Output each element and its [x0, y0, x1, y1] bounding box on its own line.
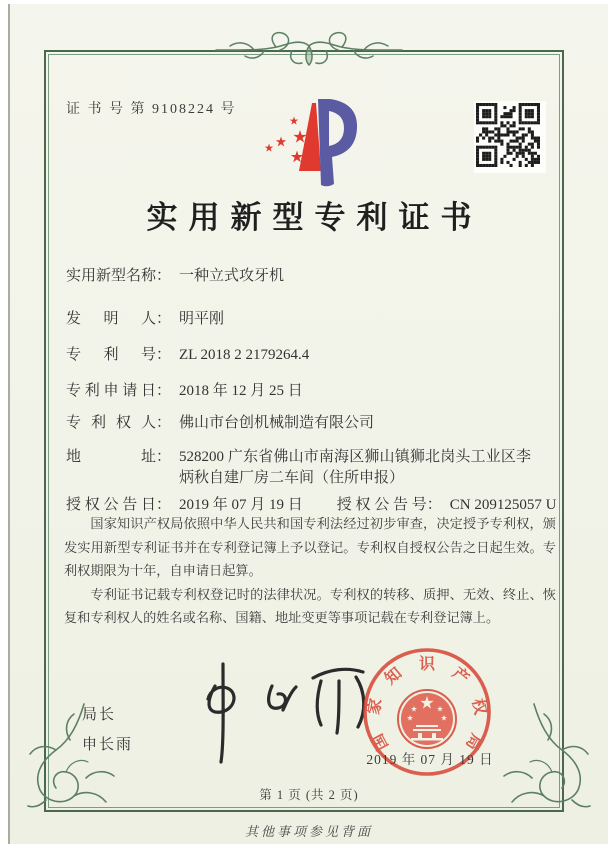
field-value-inventor: 明平刚 — [179, 311, 225, 327]
back-reference-note: 其他事项参见背面 — [244, 824, 373, 839]
colon: ： — [156, 383, 172, 399]
svg-text:国: 国 — [369, 730, 392, 753]
colon: ： — [426, 497, 442, 513]
colon: ： — [156, 415, 172, 431]
field-label-filing-date: 专利申请日 — [66, 383, 156, 399]
field-value-patent-no: ZL 2018 2 2179264.4 — [179, 347, 310, 363]
certificate-title: 实用新型专利证书 — [146, 200, 483, 235]
certificate-number: 证 书 号 第 9108224 号 — [66, 102, 237, 117]
certificate-fields — [66, 266, 558, 516]
field-row-inventor — [66, 309, 558, 330]
field-value-name: 一种立式攻牙机 — [179, 268, 285, 284]
field-value-filing-date: 2018 年 12 月 25 日 — [179, 383, 303, 399]
field-value-address: 528200 广东省佛山市南海区狮山镇狮北岗头工业区李炳秋自建厂房二车间（住所申报） — [179, 449, 532, 486]
field-row-filing-date — [66, 381, 558, 402]
field-label-patentee: 专利权人 — [66, 415, 156, 431]
svg-text:权: 权 — [468, 697, 489, 717]
qr-code — [474, 101, 546, 173]
director-name: 申长雨 — [82, 737, 134, 753]
field-label-grant-date: 授权公告日 — [66, 497, 156, 513]
svg-text:识: 识 — [418, 656, 436, 673]
field-row-patentee — [66, 413, 558, 434]
svg-text:家: 家 — [365, 697, 386, 717]
certificate-page — [8, 4, 608, 844]
legal-paragraph-1: 国家知识产权局依照中华人民共和国专利法经过初步审查，决定授予专利权，颁发实用新型专利证书并在专利登记簿上予以登记。专利权自授权公告之日起生效。专利权期限为十年，自申请日起算。 — [64, 516, 556, 578]
field-row-address — [66, 447, 558, 489]
svg-text:局: 局 — [462, 730, 485, 753]
field-value-grant-date: 2019 年 07 月 19 日 — [179, 497, 303, 513]
field-label-inventor: 发明人 — [66, 311, 156, 327]
colon: ： — [156, 347, 172, 363]
director-block — [82, 700, 133, 760]
field-value-patentee: 佛山市台创机械制造有限公司 — [179, 415, 375, 431]
colon: ： — [156, 311, 172, 327]
field-row-patent-no — [66, 345, 558, 366]
svg-text:知: 知 — [382, 664, 406, 689]
legal-text — [64, 512, 556, 630]
director-title: 局长 — [82, 707, 117, 723]
field-value-grant-no: CN 209125057 U — [449, 497, 557, 513]
field-label-grant-no: 授权公告号 — [336, 497, 427, 513]
colon: ： — [156, 497, 172, 513]
seal-date: 2019 年 07 月 19 日 — [366, 752, 494, 767]
legal-paragraph-2: 专利证书记载专利权登记时的法律状况。专利权的转移、质押、无效、终止、恢复和专利权人的姓名或名称、国籍、地址变更等事项记载在专利登记簿上。 — [64, 586, 556, 625]
colon: ： — [156, 268, 172, 284]
colon: ： — [156, 449, 172, 465]
field-row-name — [66, 266, 558, 287]
field-label-patent-no: 专利号 — [66, 347, 156, 363]
page-number: 第 1 页 (共 2 页) — [259, 788, 359, 802]
svg-text:产: 产 — [448, 664, 472, 689]
field-label-address: 地址 — [66, 449, 156, 465]
cnipa-logo-icon — [238, 86, 416, 190]
field-label-name: 实用新型名称 — [66, 268, 157, 284]
